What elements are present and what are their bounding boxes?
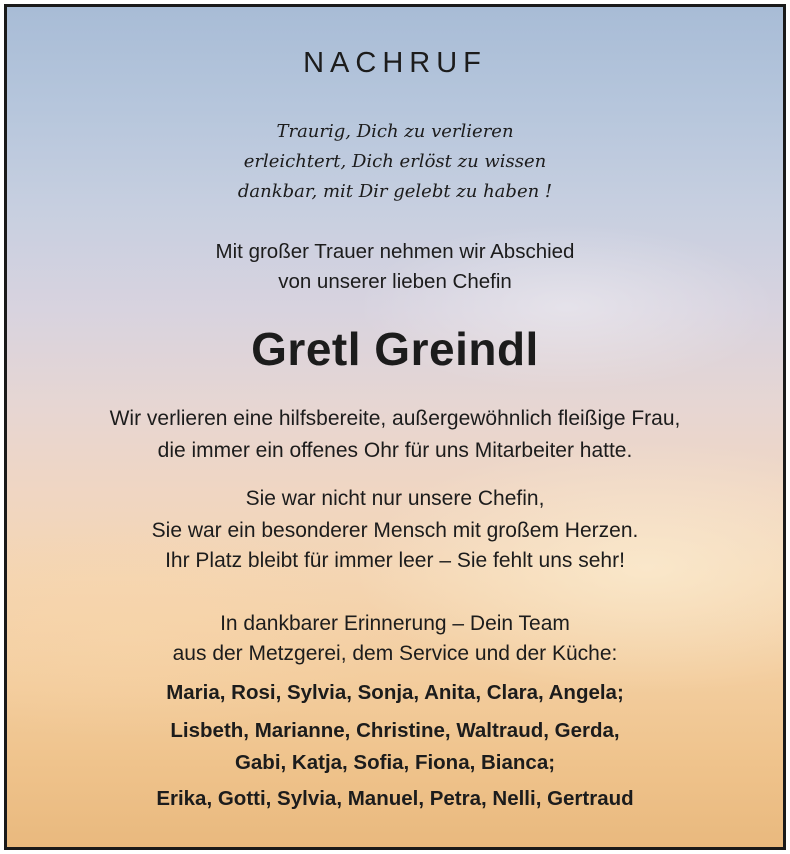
deceased-name: Gretl Greindl: [251, 323, 539, 375]
closing-line: In dankbarer Erinnerung – Dein Team: [220, 612, 570, 635]
obituary-notice: [4, 4, 786, 850]
tribute-paragraph: [7, 403, 783, 467]
team-names-line: Gabi, Katja, Sofia, Fiona, Bianca;: [234, 751, 556, 774]
intro-line: Mit großer Trauer nehmen wir Abschied: [215, 240, 575, 263]
tribute-line: die immer ein offenes Ohr für uns Mitarbeiter hatte.: [157, 439, 633, 462]
poem-line: Traurig, Dich zu verlieren: [276, 121, 514, 142]
poem-line: dankbar, mit Dir gelebt zu haben !: [237, 181, 553, 202]
closing-line: aus der Metzgerei, dem Service und der Küche:: [172, 642, 618, 665]
team-names: [7, 783, 783, 815]
tribute-paragraph: [7, 545, 783, 577]
poem-verse: [7, 117, 783, 207]
tribute-line: Sie war ein besonderer Mensch mit großem Herzen.: [151, 519, 639, 542]
tribute-line: Wir verlieren eine hilfsbereite, außergewöhnlich fleißige Frau,: [109, 407, 681, 430]
tribute-line: Ihr Platz bleibt für immer leer – Sie fehlt uns sehr!: [165, 549, 625, 572]
notice-heading: NACHRUF: [303, 47, 487, 79]
closing-text: [7, 609, 783, 669]
team-names-line: Erika, Gotti, Sylvia, Manuel, Petra, Nelli, Gertraud: [156, 787, 634, 810]
team-names: [7, 677, 783, 709]
intro-line: von unserer lieben Chefin: [278, 270, 512, 293]
intro-text: [7, 237, 783, 297]
team-names: [7, 715, 783, 779]
team-names-line: Lisbeth, Marianne, Christine, Waltraud, Gerda,: [170, 719, 620, 742]
team-names-line: Maria, Rosi, Sylvia, Sonja, Anita, Clara, Angela;: [166, 681, 624, 704]
tribute-paragraph: [7, 483, 783, 547]
tribute-line: Sie war nicht nur unsere Chefin,: [245, 487, 545, 510]
poem-line: erleichtert, Dich erlöst zu wissen: [243, 151, 547, 172]
